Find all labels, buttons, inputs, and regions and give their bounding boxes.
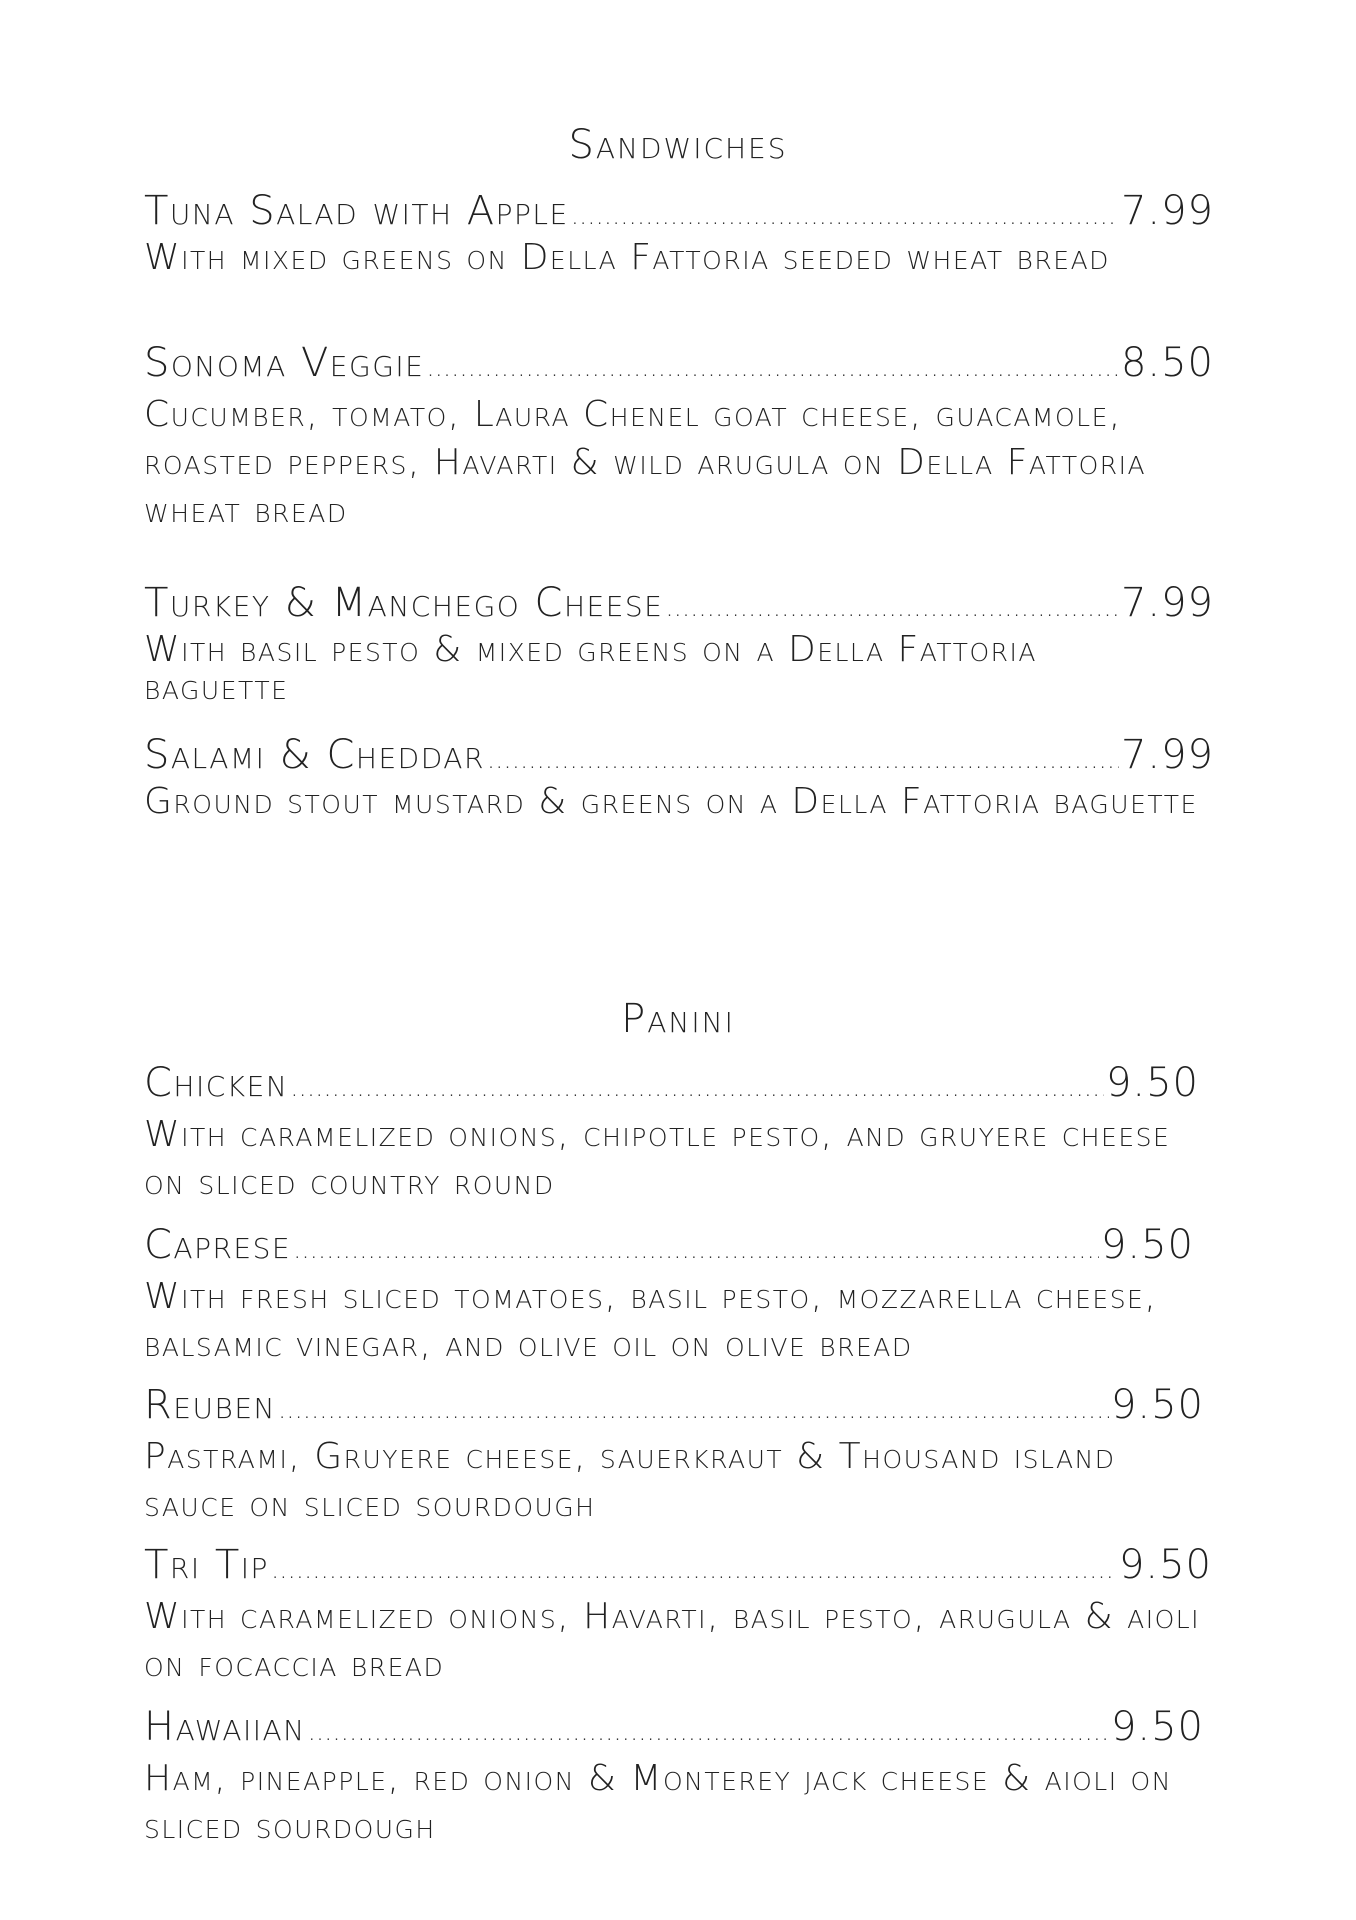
item-name: Sonoma Veggie	[144, 340, 425, 386]
item-price: 9.50	[1118, 1542, 1212, 1588]
dot-leader	[487, 737, 1119, 783]
item-description: With fresh sliced tomatoes, basil pesto, mozzarella cheese, balsamic vinegar, and olive oil on olive bread	[144, 1276, 1158, 1365]
item-name: Chicken	[144, 1060, 289, 1106]
item-price: 7.99	[1120, 188, 1214, 234]
menu-item-tri-tip	[144, 1542, 1212, 1689]
item-price: 7.99	[1120, 580, 1214, 626]
dot-leader	[290, 1065, 1104, 1111]
menu-item-turkey-manchego	[144, 580, 1214, 707]
item-name: Tuna Salad with Apple	[144, 188, 569, 234]
item-name: Salami & Cheddar	[144, 732, 485, 778]
section-title-panini: Panini	[621, 996, 735, 1042]
item-name: Hawaiian	[144, 1704, 306, 1750]
item-name: Turkey & Manchego Cheese	[144, 580, 664, 626]
item-price: 8.50	[1120, 340, 1214, 386]
item-description: With caramelized onions, Havarti, basil pesto, arugula & aioli on focaccia bread	[144, 1596, 1201, 1685]
dot-leader	[665, 585, 1119, 631]
menu-item-caprese	[144, 1222, 1194, 1369]
menu-item-sonoma-veggie	[144, 340, 1214, 535]
item-description: Ham, pineapple, red onion & Monterey jack cheese & aioli on sliced sourdough	[144, 1758, 1172, 1847]
item-price: 9.50	[1100, 1222, 1194, 1268]
item-name: Reuben	[144, 1382, 276, 1428]
item-description: Ground stout mustard & greens on a Della Fattoria baguette	[144, 781, 1198, 822]
item-description: Cucumber, tomato, Laura Chenel goat cheese, guacamole, roasted peppers, Havarti & wild arugula on Della Fattoria wheat bread	[144, 394, 1147, 531]
item-name: Caprese	[144, 1222, 292, 1268]
item-name: Tri Tip	[144, 1542, 269, 1588]
item-description: With basil pesto & mixed greens on a Della Fattoria baguette	[144, 629, 1037, 708]
dot-leader	[293, 1227, 1099, 1273]
menu-item-tuna-salad	[144, 188, 1214, 277]
item-description: Pastrami, Gruyere cheese, sauerkraut & Thousand island sauce on sliced sourdough	[144, 1436, 1116, 1525]
dot-leader	[571, 193, 1119, 239]
section-title-sandwiches: Sandwiches	[568, 122, 788, 168]
item-description: With caramelized onions, chipotle pesto, and gruyere cheese on sliced country round	[144, 1114, 1171, 1203]
dot-leader	[271, 1547, 1117, 1593]
item-description: With mixed greens on Della Fattoria seeded wheat bread	[144, 237, 1110, 278]
menu-item-reuben	[144, 1382, 1204, 1529]
item-price: 9.50	[1110, 1704, 1204, 1750]
menu-item-hawaiian	[144, 1704, 1204, 1851]
item-price: 9.50	[1110, 1382, 1204, 1428]
dot-leader	[426, 345, 1119, 391]
menu-item-salami-cheddar	[144, 732, 1214, 821]
dot-leader	[308, 1709, 1109, 1755]
item-price: 9.50	[1105, 1060, 1199, 1106]
dot-leader	[278, 1387, 1109, 1433]
item-price: 7.99	[1120, 732, 1214, 778]
menu-item-chicken	[144, 1060, 1199, 1207]
